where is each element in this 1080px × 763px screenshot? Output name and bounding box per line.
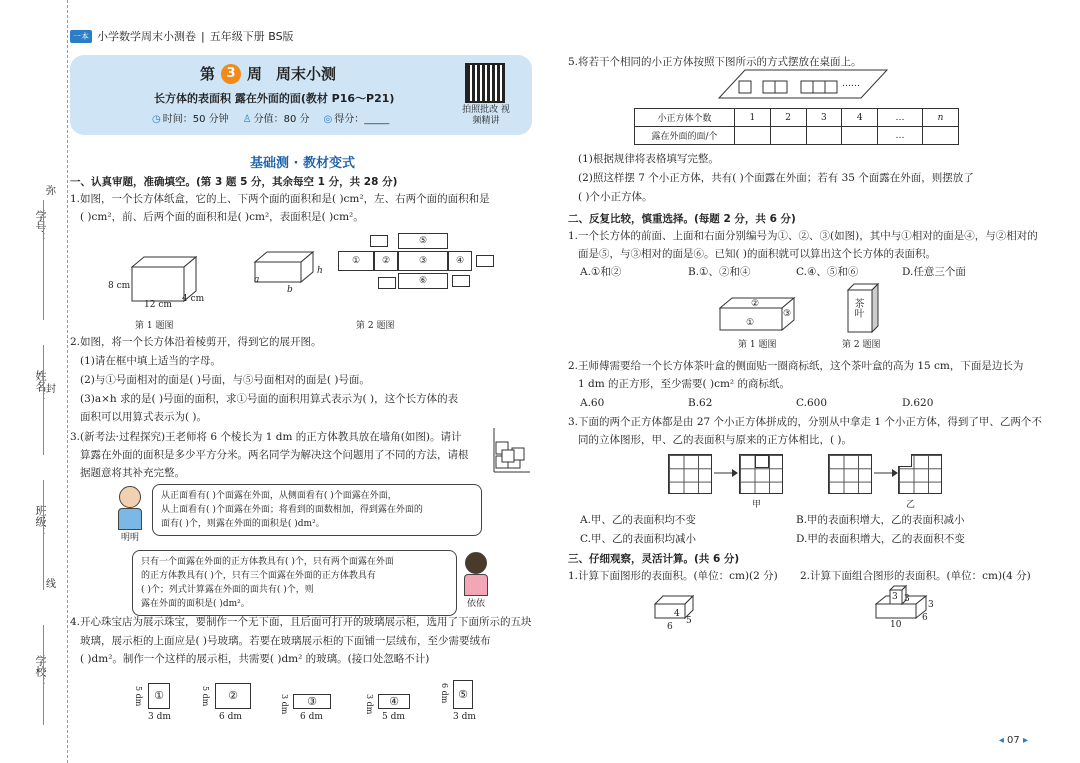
dim-3b: 3 bbox=[904, 594, 910, 604]
score-info: ♙ 分值：80 分 bbox=[242, 114, 310, 125]
grade-label: 五年级下册 BS版 bbox=[209, 30, 294, 43]
glass-height: 5 dm bbox=[134, 686, 143, 707]
net-face-3: ③ bbox=[398, 251, 448, 271]
student-id-label: 学号： bbox=[34, 210, 47, 243]
page-number: ◂ 07 ▸ bbox=[998, 735, 1028, 746]
prev-arrow-icon[interactable]: ◂ bbox=[998, 735, 1004, 746]
header-separator: | bbox=[201, 29, 205, 43]
fig1-width: 4 cm bbox=[182, 294, 205, 304]
student-name: 明明 bbox=[120, 533, 139, 543]
edge-b: b bbox=[287, 285, 293, 295]
edge-h: h bbox=[317, 266, 323, 276]
school-label: 学校： bbox=[34, 655, 47, 688]
series-header bbox=[70, 28, 294, 44]
id-line bbox=[43, 200, 44, 320]
fig2-caption: 第 2 题图 bbox=[356, 321, 395, 331]
seal-mark: 线 bbox=[46, 579, 56, 590]
option-b[interactable]: B.甲的表面积增大，乙的表面积减小 bbox=[796, 514, 965, 526]
fig1-length: 8 cm bbox=[108, 281, 131, 291]
q1-text-cont: ( )cm²，前、后两个面的面积和是( )cm²，表面积是( )cm²。 bbox=[80, 211, 364, 223]
name-label: 姓名： bbox=[34, 370, 47, 403]
q1-text: 1.如图，一个长方体纸盒，它的上、下两个面的面积和是( )cm²，左、右两个面的面积和是 bbox=[70, 193, 490, 205]
glass-height: 5 dm bbox=[201, 686, 210, 707]
c1-text-cont: 面是⑤，与③相对的面是⑥。已知( )的面积就可以算出这个长方体的表面积。 bbox=[578, 248, 937, 260]
section-title: 基础测 · 教材变式 bbox=[250, 156, 355, 171]
fig1-breadth: 12 cm bbox=[144, 300, 172, 310]
speech-bubble-2: 只有一个面露在外面的正方体教具有( )个，只有两个面露在外面 的正方体教具有( )个，只有三个面露在外面的正方体教具有 ( )个；列式计算露在外面的面共有( )个，则 露在外面的面积是( )dm²。 bbox=[132, 550, 457, 616]
answer-box[interactable] bbox=[378, 277, 396, 289]
q2-text: 2.如图，将一个长方体沿着棱剪开，得到它的展开图。 bbox=[70, 336, 322, 348]
q4-text-2: 玻璃，展示柜的上面应是( )号玻璃。若要在玻璃展示柜的下面铺一层绒布，至少需要绒布 bbox=[80, 635, 491, 647]
student-mingming bbox=[118, 486, 142, 543]
glass-width: 6 dm bbox=[300, 712, 323, 722]
option-d[interactable]: D.620 bbox=[902, 397, 934, 409]
q5-sub2-cont: ( )个小正方体。 bbox=[578, 191, 653, 203]
c1-text: 1.一个长方体的前面、上面和右面分别编号为①、②、③(如图)，其中与①相对的面是④，与②相对的 bbox=[568, 230, 1038, 242]
student-yiyi bbox=[464, 552, 488, 609]
c1-fig-caption: 第 1 题图 bbox=[738, 340, 777, 350]
speech-bubble-1: 从正面看有( )个面露在外面，从侧面看有( )个面露在外面， 从上面看有( )个面露在外面；将看到的面数相加，得到露在外面的 面有( )个，则露在外面的面积是( )dm²。 bbox=[152, 484, 482, 536]
corner-cubes-figure bbox=[490, 428, 535, 478]
name-line bbox=[43, 345, 44, 455]
class-label: 班级： bbox=[34, 505, 47, 538]
fig1-caption: 第 1 题图 bbox=[135, 321, 174, 331]
table-row: 露在外面的面/个 … bbox=[635, 127, 959, 145]
q5-sub1: (1)根据规律将表格填写完整。 bbox=[578, 153, 719, 165]
option-c[interactable]: C.④、⑤和⑥ bbox=[796, 266, 859, 278]
option-c[interactable]: C.600 bbox=[796, 397, 828, 409]
dim-5: 5 bbox=[686, 616, 692, 626]
target-icon: ◎ bbox=[323, 114, 333, 125]
dim-10: 10 bbox=[890, 620, 902, 630]
person-icon: ♙ bbox=[242, 114, 252, 125]
next-arrow-icon[interactable]: ▸ bbox=[1022, 735, 1028, 746]
c2-text: 2.王师傅需要给一个长方体茶叶盒的侧面贴一圈商标纸，这个茶叶盒的高为 15 cm，下面是边长为 bbox=[568, 360, 1024, 372]
table-with-cubes bbox=[715, 68, 890, 102]
part3-heading: 三、仔细观察，灵活计算。(共 6 分) bbox=[568, 553, 740, 565]
option-d[interactable]: D.甲的表面积增大，乙的表面积不变 bbox=[796, 533, 965, 545]
glass-2: ② bbox=[215, 683, 251, 709]
q5-sub2: (2)照这样摆 7 个小正方体，共有( )个面露在外面；若有 35 个面露在外面，则摆放了 bbox=[578, 172, 974, 184]
c3-text-cont: 同的立体图形，甲、乙的表面积与原来的正方体相比，( )。 bbox=[578, 434, 853, 446]
quiz-title: 周末小测 bbox=[276, 65, 337, 83]
glass-height: 3 dm bbox=[280, 694, 289, 715]
q2-sub3-cont: 面积可以用算式表示为( )。 bbox=[80, 411, 208, 423]
arrow-icon bbox=[874, 468, 898, 478]
edge-a: a bbox=[254, 275, 260, 285]
p3-q1: 1.计算下面图形的表面积。(单位：cm)(2 分) bbox=[568, 570, 778, 582]
week-prefix: 第 bbox=[200, 65, 216, 83]
net-face-6: ⑥ bbox=[398, 273, 448, 289]
label-jia: 甲 bbox=[752, 500, 762, 510]
c3-text: 3.下面的两个正方体都是由 27 个小正方体拼成的，分别从中拿走 1 个小正方体，得到了甲、乙两个不 bbox=[568, 416, 1042, 428]
avatar bbox=[119, 486, 141, 508]
glass-1: ① bbox=[148, 683, 170, 709]
qr-caption: 拍照批改 视频精讲 bbox=[462, 105, 510, 126]
c2-text-cont: 1 dm 的正方形，至少需要( )cm² 的商标纸。 bbox=[578, 378, 790, 390]
cube-pattern-table bbox=[634, 108, 959, 145]
tea-label: 茶叶 bbox=[852, 298, 863, 318]
label-yi: 乙 bbox=[906, 500, 916, 510]
q2-sub1: (1)请在框中填上适当的字母。 bbox=[80, 355, 221, 367]
c2-fig-caption: 第 2 题图 bbox=[842, 340, 881, 350]
answer-box[interactable] bbox=[476, 255, 494, 267]
school-line bbox=[43, 625, 44, 725]
q3-text-2: 算露在外面的面积是多少平方分米。两名同学为解决这个问题用了不同的方法，请根 bbox=[80, 449, 469, 461]
lettered-cuboid bbox=[255, 250, 325, 290]
option-c[interactable]: C.甲、乙的表面积均减小 bbox=[580, 533, 696, 545]
earned-info: ◎ 得分：_____ bbox=[323, 114, 390, 125]
brand-logo: 一本 bbox=[70, 30, 92, 43]
q4-text: 4.开心珠宝店为展示珠宝，要制作一个无下面，且后面可打开的玻璃展示柜，选用了下面所示的五块 bbox=[70, 616, 532, 628]
week-title bbox=[200, 63, 336, 84]
glass-width: 3 dm bbox=[453, 712, 476, 722]
face-1: ① bbox=[746, 318, 755, 328]
face-3: ③ bbox=[783, 309, 792, 319]
glass-4: ④ bbox=[378, 694, 410, 709]
glass-height: 6 dm bbox=[440, 683, 449, 704]
q2-sub2: (2)与①号面相对的面是( )号面，与⑤号面相对的面是( )号面。 bbox=[80, 374, 370, 386]
title-banner bbox=[70, 55, 532, 135]
dim-6: 6 bbox=[667, 622, 673, 632]
glass-height: 3 dm bbox=[365, 694, 374, 715]
net-face-1: ① bbox=[338, 251, 374, 271]
seal-mark: 弥 bbox=[46, 186, 56, 197]
class-line bbox=[43, 480, 44, 590]
q4-text-3: ( )dm²。制作一个这样的展示柜，共需要( )dm² 的玻璃。(接口处忽略不计) bbox=[80, 653, 430, 665]
glass-width: 3 dm bbox=[148, 712, 171, 722]
part2-heading: 二、反复比较，慎重选择。(每题 2 分，共 6 分) bbox=[568, 213, 796, 225]
student-name: 依依 bbox=[466, 599, 485, 609]
q5-text: 5.将若干个相同的小正方体按照下图所示的方式摆放在桌面上。 bbox=[568, 56, 862, 68]
net-face-5: ⑤ bbox=[398, 233, 448, 249]
option-a[interactable]: A.①和② bbox=[580, 266, 622, 278]
time-info: ◷ 时间：50 分钟 bbox=[152, 114, 229, 125]
q3-text-3: 据题意将其补充完整。 bbox=[80, 467, 185, 479]
option-d[interactable]: D.任意三个面 bbox=[902, 266, 966, 278]
net-face-2: ② bbox=[374, 251, 398, 271]
series-title: 小学数学周末小测卷 bbox=[97, 30, 196, 43]
net-face-4: ④ bbox=[448, 251, 472, 271]
table-row: 小正方体个数 1 2 3 4 … n bbox=[635, 109, 959, 127]
topic-subtitle: 长方体的表面积 露在外面的面(教材 P16～P21) bbox=[154, 92, 395, 105]
q3-text: 3.(新考法·过程探究)王老师将 6 个棱长为 1 dm 的正方体教具放在墙角(如图)。请计 bbox=[70, 431, 462, 443]
q2-sub3: (3)a×h 求的是( )号面的面积，求①号面的面积用算式表示为( )，这个长方体的表 bbox=[80, 393, 459, 405]
glass-width: 6 dm bbox=[219, 712, 242, 722]
seal-mark: 封 bbox=[46, 384, 56, 395]
face-2: ② bbox=[751, 299, 760, 309]
dim-3c: 3 bbox=[928, 600, 934, 610]
dim-4: 4 bbox=[674, 609, 680, 619]
option-a[interactable]: A.60 bbox=[580, 397, 605, 409]
cubes-ellipsis: …… bbox=[842, 79, 860, 89]
original-cube bbox=[668, 454, 712, 494]
dim-3a: 3 bbox=[892, 592, 898, 602]
week-suffix: 周 bbox=[247, 65, 263, 83]
option-b[interactable]: B.62 bbox=[688, 397, 713, 409]
answer-box[interactable] bbox=[452, 275, 470, 287]
option-b[interactable]: B.①、②和④ bbox=[688, 266, 751, 278]
glass-5: ⑤ bbox=[453, 680, 473, 709]
quiz-meta bbox=[152, 110, 389, 125]
option-a[interactable]: A.甲、乙的表面积均不变 bbox=[580, 514, 696, 526]
glass-width: 5 dm bbox=[382, 712, 405, 722]
qr-code-icon[interactable] bbox=[465, 63, 505, 103]
original-cube bbox=[828, 454, 872, 494]
answer-box[interactable] bbox=[370, 235, 388, 247]
part1-heading: 一、认真审题，准确填空。(第 3 题 5 分，其余每空 1 分，共 28 分) bbox=[70, 176, 398, 188]
p3-q2: 2.计算下面组合图形的表面积。(单位：cm)(4 分) bbox=[800, 570, 1031, 582]
avatar bbox=[465, 552, 487, 574]
clock-icon: ◷ bbox=[152, 114, 161, 125]
arrow-icon bbox=[714, 468, 738, 478]
week-number: 3 bbox=[221, 64, 241, 84]
glass-3: ③ bbox=[293, 694, 331, 709]
binding-sidebar bbox=[0, 0, 68, 763]
dim-6b: 6 bbox=[922, 613, 928, 623]
